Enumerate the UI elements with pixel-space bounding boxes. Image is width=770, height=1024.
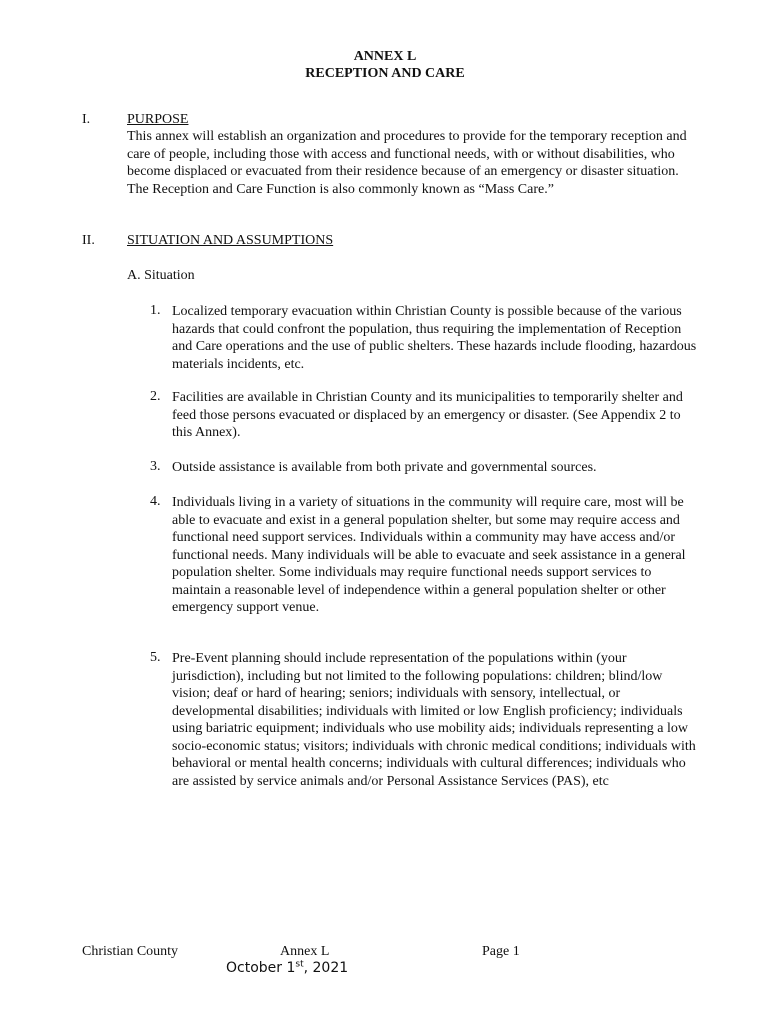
annex-label: ANNEX L — [353, 49, 417, 64]
list-item-number: 1. — [150, 303, 161, 318]
list-item: Facilities are available in Christian County and its municipalities to temporarily shelter and feed those persons evacuated or displaced by an emergency or disaster. (See Appendix 2 to this Annex). — [172, 390, 683, 440]
list-item: Pre-Event planning should include representation of the populations within (your jurisdiction), including but not limited to the following populations: children; blind/low vision; deaf or hard of hearing; seniors; individuals with sensory, intellectual, or developmental disabilities; individuals with limited or low English proficiency; individuals using bariatric equipment; individuals who use mobility aids; individuals representing a low socio-economic status; visitors; individuals with chronic medical conditions; individuals with behavioral or mental health concerns; individuals with cultural differences; individuals who are assisted by service animals and/or Personal Assistance Services (PAS), etc — [172, 651, 696, 789]
list-item: Localized temporary evacuation within Christian County is possible because of the various hazards that could confront the population, thus requiring the implementation of Reception and Care operations and the use of public shelters. These hazards include flooding, hazardous materials incidents, etc. — [172, 304, 697, 372]
list-item: Outside assistance is available from both private and governmental sources. — [172, 460, 597, 475]
section-heading-purpose: PURPOSE — [127, 112, 189, 127]
footer-date-year: , 2021 — [303, 960, 349, 976]
footer-page-number: Page 1 — [482, 944, 520, 959]
list-item: Individuals living in a variety of situations in the community will require care, most will be able to evacuate and exist in a general population shelter, but some may require access and functional need support services. Individuals within a community may have access and/or functional needs. Many individuals will be able to evacuate and seek assistance in a general population shelter. Some individuals may require functional needs support services to maintain a reasonable level of independence within a general population shelter or other emergency support venue. — [172, 495, 686, 615]
page-title: RECEPTION AND CARE — [305, 66, 465, 81]
section-numeral-1: I. — [82, 112, 91, 127]
section-heading-situation: SITUATION AND ASSUMPTIONS — [127, 233, 334, 248]
purpose-paragraph: This annex will establish an organization and procedures to provide for the temporary reception and care of people, including those with access and functional needs, with or without disabilities, who become displaced or evacuated from their residence because of an emergency or disaster situation. The Reception and Care Function is also commonly known as “Mass Care.” — [127, 129, 687, 197]
footer-date — [226, 960, 348, 976]
footer-county: Christian County — [82, 944, 179, 959]
list-item-number: 3. — [150, 459, 161, 474]
list-item-number: 4. — [150, 494, 161, 509]
list-item-number: 5. — [150, 650, 161, 665]
section-numeral-2: II. — [82, 233, 95, 248]
footer-annex: Annex L — [280, 944, 330, 959]
footer-date-ordinal: st — [295, 959, 304, 970]
list-item-number: 2. — [150, 389, 161, 404]
footer-date-day: October 1 — [226, 960, 296, 976]
subsection-heading-situation: A. Situation — [127, 268, 195, 283]
